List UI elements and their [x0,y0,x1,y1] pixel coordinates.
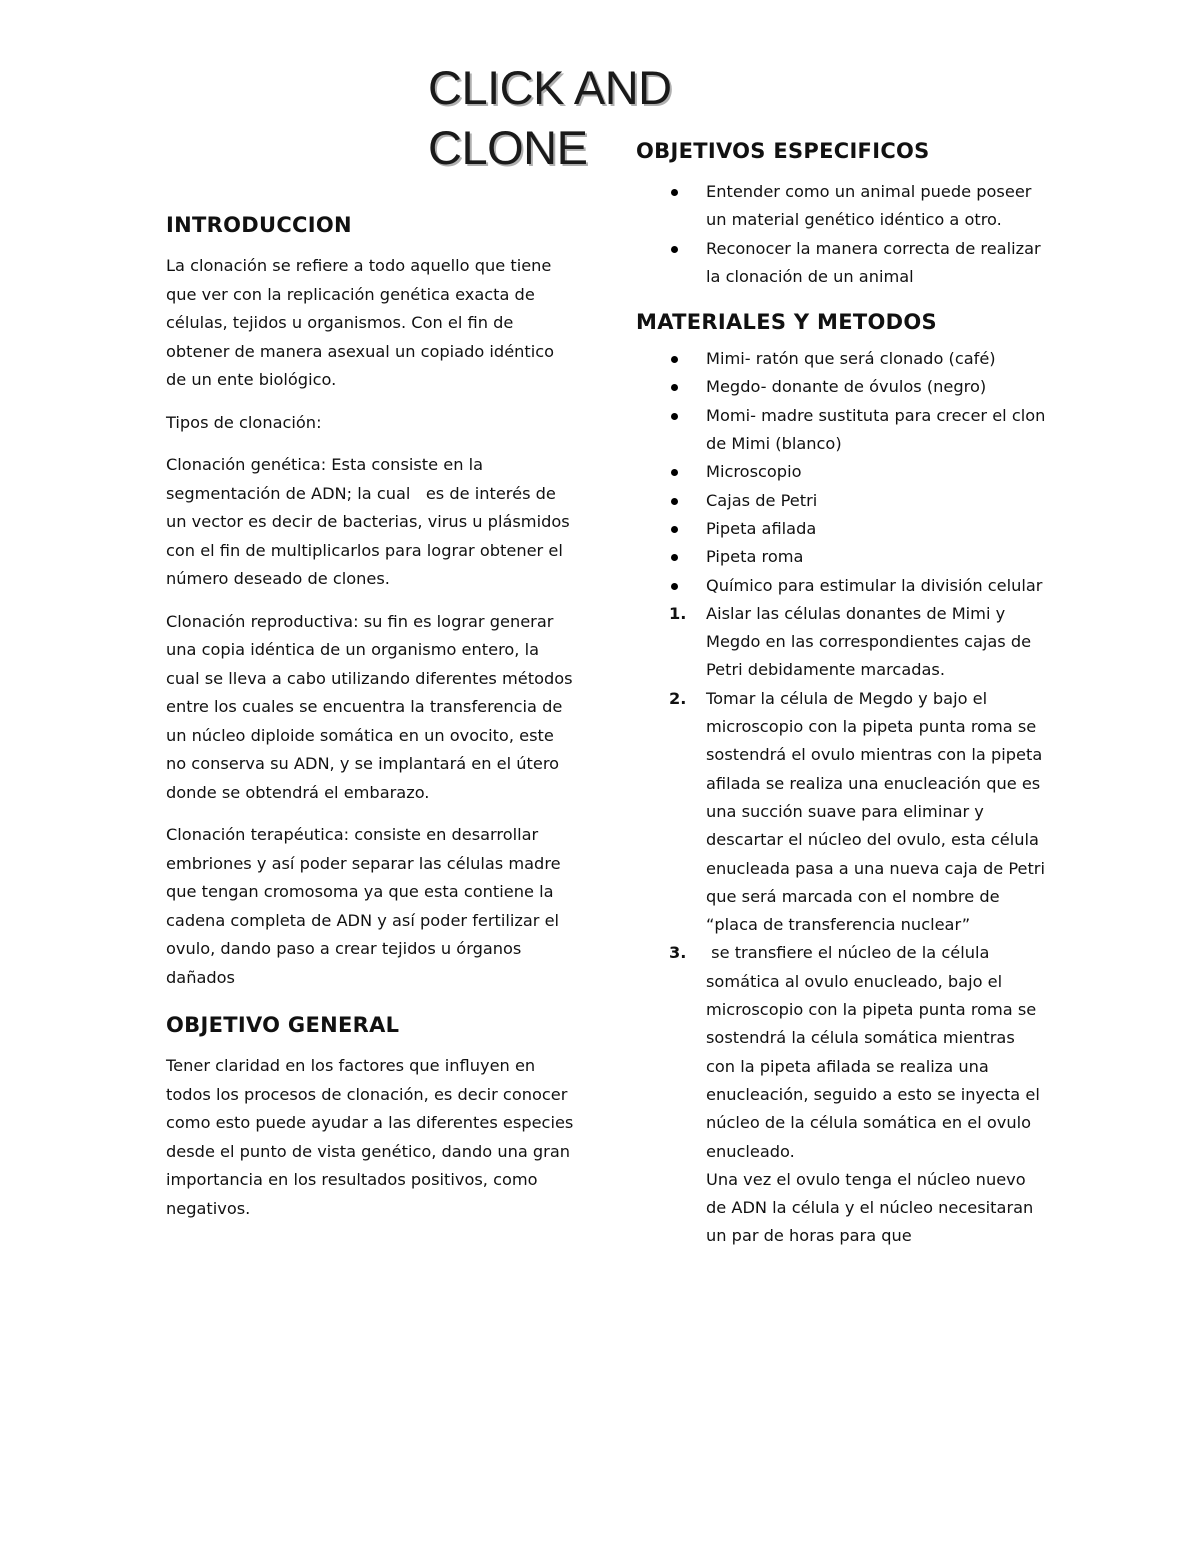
list-item [636,939,1046,1165]
list-item [636,685,1046,940]
list-item-text: Reconocer la manera correcta de realizar la clonación de un animal [706,238,1041,286]
list-item [636,345,1046,373]
list-item-text: Mimi- ratón que será clonado (café) [706,349,996,369]
bullet-icon [671,583,678,590]
list-item [636,572,1046,600]
especificos-heading: OBJETIVOS ESPECIFICOS [636,139,930,163]
pasos-list [636,600,1046,1166]
bullet-icon [671,498,678,505]
bullet-icon [671,189,678,196]
intro-heading: INTRODUCCION [166,213,352,237]
title-line-1: CLICK AND [428,61,672,114]
intro-paragraph: La clonación se refiere a todo aquello que tiene que ver con la replicación genética exacta de células, tejidos u organismos. Con el fin de obtener de manera asexual un copiado idéntico de un ente biológico. [166,256,555,389]
bullet-icon [671,356,678,363]
bullet-icon [671,413,678,420]
list-item [636,458,1046,486]
list-item-text: Microscopio [706,462,802,482]
list-item-text: se transfiere el núcleo de la célula somática al ovulo enucleado, bajo el microscopio con la pipeta punta roma se sostendrá la célula somática mientras con la pipeta afilada se realiza una enucleación, seguido a esto se inyecta el núcleo de la célula somática en el ovulo enucleado. [706,943,1045,1161]
list-item [636,543,1046,571]
list-item-text: Megdo- donante de óvulos (negro) [706,377,987,397]
general-paragraph: Tener claridad en los factores que influyen en todos los procesos de clonación, es decir conocer como esto puede ayudar a las diferentes especies desde el punto de vista genético, dando una gran importancia en los resultados positivos, como negativos. [166,1056,574,1218]
list-item-text: Químico para estimular la división celular [706,575,1043,595]
materiales-heading: MATERIALES Y METODOS [636,310,937,335]
list-item [636,235,1046,292]
list-item [636,373,1046,401]
bullet-icon [671,246,678,253]
list-item-text: Momi- madre sustituta para crecer el clon de Mimi (blanco) [706,405,1046,454]
step-number: 3. [669,943,687,963]
right-column [636,136,1046,1251]
step-number: 2. [669,688,687,708]
step-number: 1. [669,603,687,623]
list-item [636,515,1046,543]
general-heading: OBJETIVO GENERAL [166,1013,400,1037]
especificos-list [636,178,1046,291]
bullet-icon [671,384,678,391]
bullet-icon [671,469,678,476]
title-line-2: CLONE [428,121,588,174]
list-item [636,600,1046,685]
terapeutica-paragraph: Clonación terapéutica: consiste en desarrollar embriones y así poder separar las células madre que tengan cromosoma ya que esta contiene la cadena completa de ADN y así poder fertilizar el ovulo, dando paso a crear tejidos u órganos dañados [166,825,561,987]
list-item-text: Entender como un animal puede poseer un material genético idéntico a otro. [706,182,1032,230]
list-item-text: Pipeta afilada [706,518,817,538]
list-item-text: Cajas de Petri [706,490,818,510]
list-item [636,402,1046,459]
tipos-paragraph: Tipos de clonación: [166,412,322,432]
list-item-text: Tomar la célula de Megdo y bajo el microscopio con la pipeta punta roma se sostendrá el ovulo mientras con la pipeta afilada se realiza una enucleación que es una succión suave para eliminar y descartar el núcleo del ovulo, esta célula enucleada pasa a una nueva caja de Petri que será marcada con el nombre de “placa de transferencia nuclear” [706,688,1045,935]
materiales-list [636,345,1046,600]
bullet-icon [671,554,678,561]
list-item-text: Pipeta roma [706,547,804,567]
genetica-paragraph: Clonación genética: Esta consiste en la segmentación de ADN; la cual es de interés de un vector es decir de bacterias, virus u plásmidos con el fin de multiplicarlos para lograr obtener el número deseado de clones. [166,455,575,588]
list-item [636,487,1046,515]
bullet-icon [671,526,678,533]
list-item-text: Aislar las células donantes de Mimi y Megdo en las correspondientes cajas de Petri debidamente marcadas. [706,603,1032,680]
left-column [166,210,576,1237]
list-item [636,178,1046,235]
continuation-text: Una vez el ovulo tenga el núcleo nuevo de ADN la célula y el núcleo necesitaran un par de horas para que [706,1169,1034,1246]
reproductiva-paragraph: Clonación reproductiva: su fin es lograr generar una copia idéntica de un organismo entero, la cual se lleva a cabo utilizando diferentes métodos entre los cuales se encuentra la transferencia de un núcleo diploide somática en un ovocito, este no conserva su ADN, y se implantará en el útero donde se obtendrá el embarazo. [166,611,573,802]
